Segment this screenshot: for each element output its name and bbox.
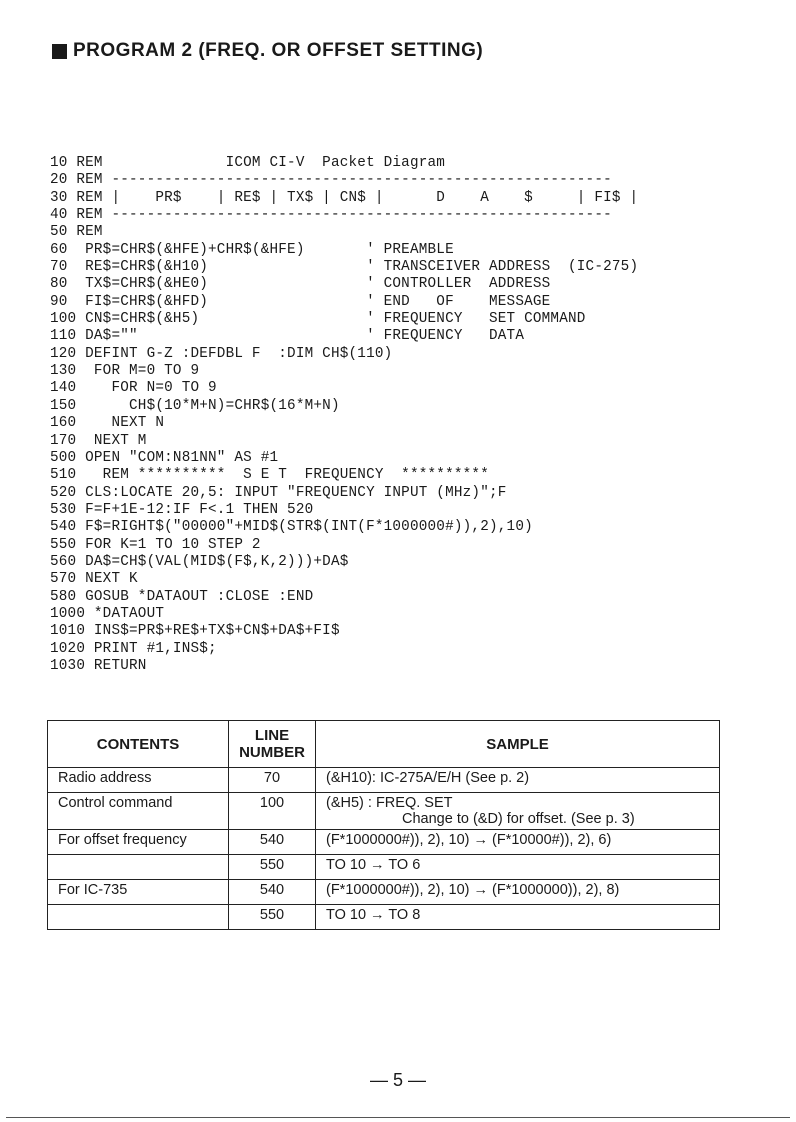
code-line: 500 OPEN "COM:N81NN" AS #1 (50, 449, 279, 466)
header-line-label: LINE (254, 727, 290, 744)
cell-line-number: 550 (229, 855, 316, 880)
cell-sample (316, 768, 720, 793)
header-line-number (229, 721, 316, 768)
cell-contents: Radio address (48, 768, 229, 793)
cell-contents: For IC-735 (48, 880, 229, 905)
cell-sample (316, 793, 720, 830)
bottom-divider (6, 1117, 790, 1118)
sample-text: (F*1000000#)), 2), 10) → (F*1000000)), 2), 8) (326, 882, 620, 898)
cell-line-number: 100 (229, 793, 316, 830)
cell-contents: Control command (48, 793, 229, 830)
section-heading (52, 40, 483, 62)
code-line: 1020 PRINT #1,INS$; (50, 640, 217, 657)
basic-program-listing (50, 155, 638, 675)
header-sample: SAMPLE (316, 721, 720, 768)
cell-sample (316, 880, 720, 905)
table-row (48, 768, 720, 793)
cell-sample (316, 855, 720, 880)
sample-text: (F*1000000#)), 2), 10) → (F*10000#)), 2), 6) (326, 832, 612, 848)
sample-text: (&H5) : FREQ. SET (326, 795, 453, 811)
code-line: 150 CH$(10*M+N)=CHR$(16*M+N) (50, 397, 340, 414)
cell-contents (48, 905, 229, 930)
code-line: 110 DA$="" ' FREQUENCY DATA (50, 328, 525, 345)
sample-text: TO 10 → TO 6 (326, 857, 421, 873)
code-line: 10 REM ICOM CI-V Packet Diagram (50, 155, 446, 171)
sample-text: TO 10 → TO 8 (326, 907, 421, 923)
code-line: 130 FOR M=0 TO 9 (50, 363, 200, 380)
code-line: 100 CN$=CHR$(&H5) ' FREQUENCY SET COMMAND (50, 311, 586, 328)
code-line: 550 FOR K=1 TO 10 STEP 2 (50, 536, 261, 553)
header-contents: CONTENTS (48, 721, 229, 768)
code-line: 170 NEXT M (50, 432, 147, 449)
table-row (48, 830, 720, 855)
code-line: 20 REM --------------------------------------------------------- (50, 172, 612, 189)
code-line: 560 DA$=CH$(VAL(MID$(F$,K,2)))+DA$ (50, 553, 349, 570)
code-line: 90 FI$=CHR$(&HFD) ' END OF MESSAGE (50, 293, 551, 310)
table-row (48, 905, 720, 930)
bullet-square-icon (52, 44, 67, 59)
code-line: 160 NEXT N (50, 415, 165, 432)
code-line: 530 F=F+1E-12:IF F<.1 THEN 520 (50, 501, 314, 518)
table-row (48, 793, 720, 830)
code-line: 570 NEXT K (50, 571, 138, 588)
section-heading-text: PROGRAM 2 (FREQ. OR OFFSET SETTING) (73, 40, 484, 61)
cell-line-number: 540 (229, 880, 316, 905)
settings-table (47, 720, 720, 930)
header-number-label: NUMBER (239, 744, 305, 761)
code-line: 1000 *DATAOUT (50, 605, 165, 622)
code-line: 580 GOSUB *DATAOUT :CLOSE :END (50, 588, 314, 605)
code-line: 520 CLS:LOCATE 20,5: INPUT "FREQUENCY INPUT (MHz)";F (50, 484, 507, 501)
code-line: 80 TX$=CHR$(&HE0) ' CONTROLLER ADDRESS (50, 276, 551, 293)
code-line: 50 REM (50, 224, 103, 241)
table-header-row (48, 721, 720, 768)
code-line: 1030 RETURN (50, 657, 147, 674)
page-number: — 5 — (369, 1070, 426, 1090)
code-line: 60 PR$=CHR$(&HFE)+CHR$(&HFE) ' PREAMBLE (50, 241, 454, 258)
sample-note: Change to (&D) for offset. (See p. 3) (402, 811, 635, 827)
sample-text: (&H10): IC-275A/E/H (See p. 2) (326, 770, 530, 786)
cell-sample (316, 905, 720, 930)
cell-contents: For offset frequency (48, 830, 229, 855)
code-line: 140 FOR N=0 TO 9 (50, 380, 217, 397)
code-line: 1010 INS$=PR$+RE$+TX$+CN$+DA$+FI$ (50, 623, 340, 640)
code-line: 510 REM ********** S E T FREQUENCY ********** (50, 467, 489, 484)
table-row (48, 855, 720, 880)
cell-line-number: 70 (229, 768, 316, 793)
table-row (48, 880, 720, 905)
code-line: 40 REM --------------------------------------------------------- (50, 207, 612, 224)
code-line: 540 F$=RIGHT$("00000"+MID$(STR$(INT(F*1000000#)),2),10) (50, 519, 533, 536)
cell-sample (316, 830, 720, 855)
cell-contents (48, 855, 229, 880)
code-line: 70 RE$=CHR$(&H10) ' TRANSCEIVER ADDRESS (IC-275) (50, 259, 639, 276)
code-line: 30 REM | PR$ | RE$ | TX$ | CN$ | D A $ | FI$ | (50, 189, 639, 206)
cell-line-number: 540 (229, 830, 316, 855)
cell-line-number: 550 (229, 905, 316, 930)
code-line: 120 DEFINT G-Z :DEFDBL F :DIM CH$(110) (50, 345, 393, 362)
